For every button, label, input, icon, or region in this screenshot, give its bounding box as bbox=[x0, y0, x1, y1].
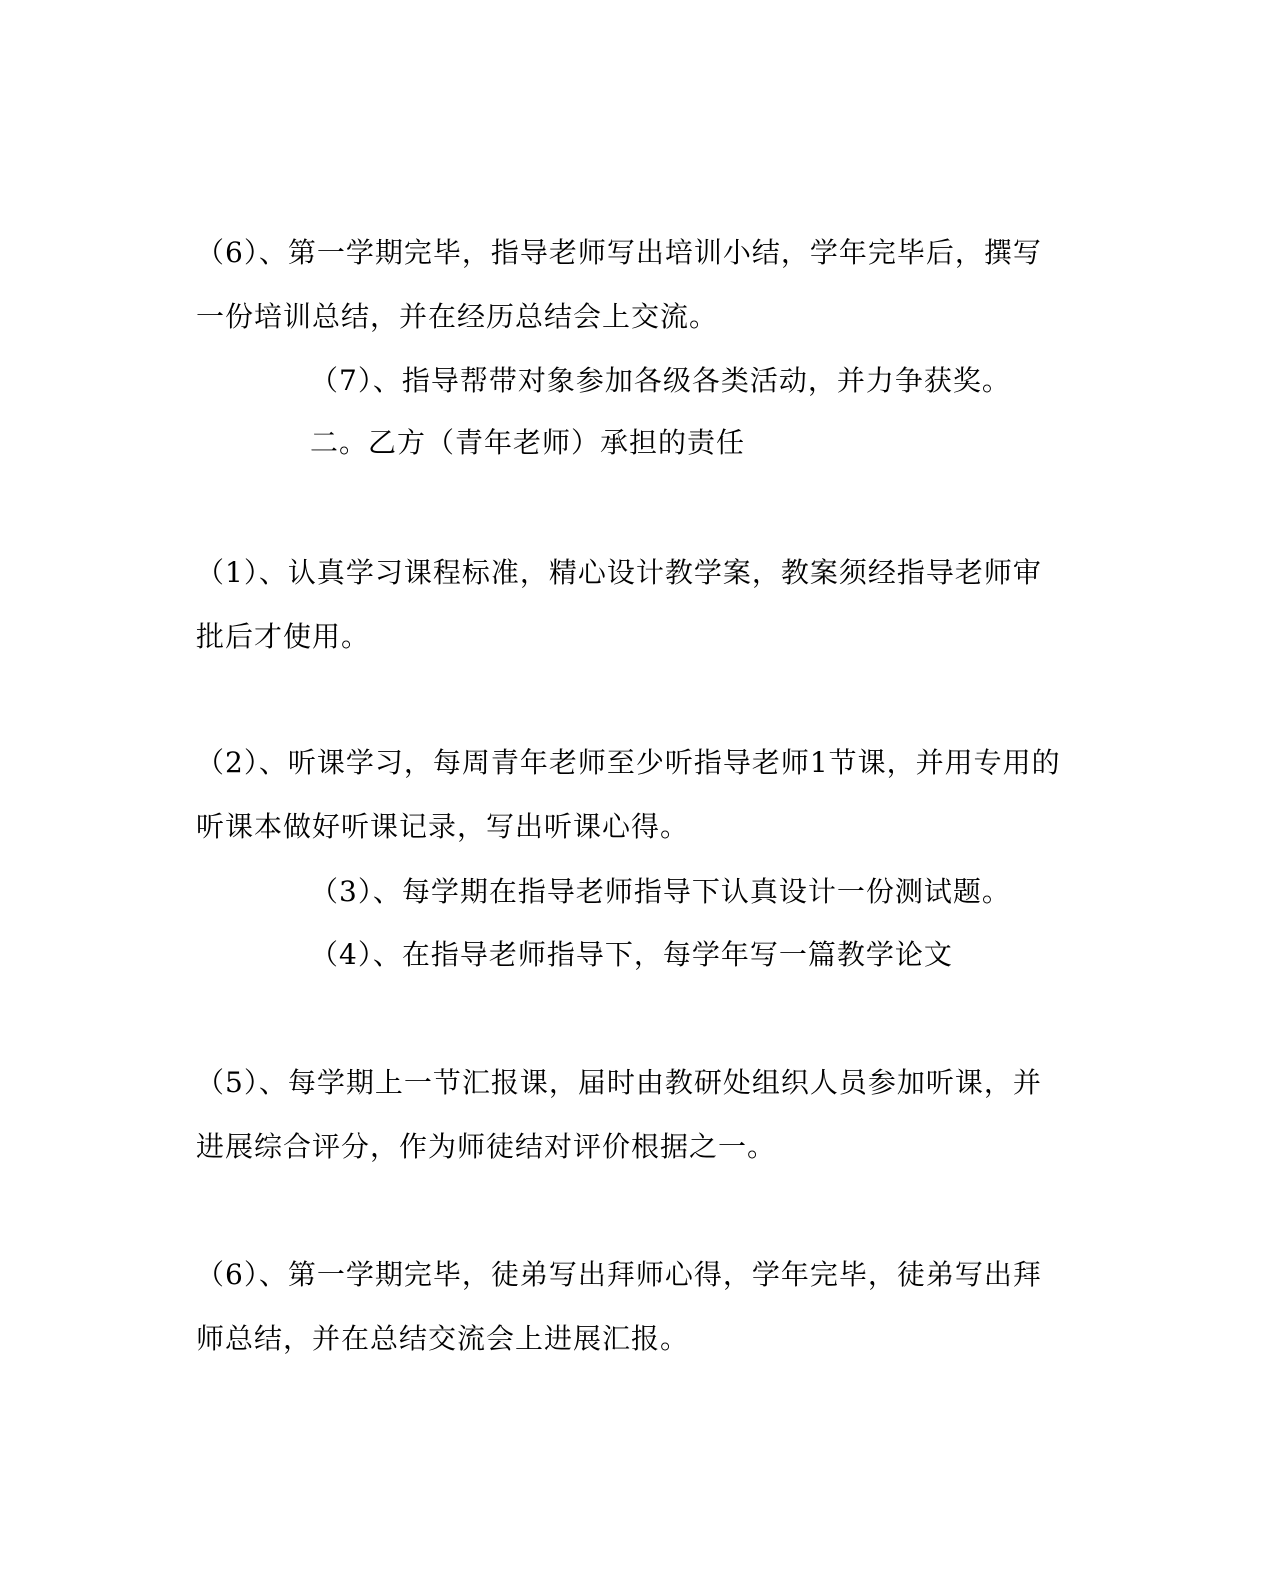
text-line: （2）、听课学习，每周青年老师至少听指导老师1节课，并用专用的 bbox=[196, 746, 1061, 779]
section-heading: 二。乙方（青年老师）承担的责任 bbox=[310, 426, 746, 459]
text-line: 师总结，并在总结交流会上进展汇报。 bbox=[196, 1322, 690, 1355]
text-line: （7）、指导帮带对象参加各级各类活动，并力争获奖。 bbox=[310, 364, 1011, 397]
text-line: （1）、认真学习课程标准，精心设计教学案，教案须经指导老师审 bbox=[196, 556, 1042, 589]
text-line: （3）、每学期在指导老师指导下认真设计一份测试题。 bbox=[310, 875, 1011, 908]
text-line: （4）、在指导老师指导下，每学年写一篇教学论文 bbox=[310, 938, 953, 971]
text-line: 一份培训总结，并在经历总结会上交流。 bbox=[196, 300, 719, 333]
text-line: （5）、每学期上一节汇报课，届时由教研处组织人员参加听课，并 bbox=[196, 1066, 1042, 1099]
text-line: （6）、第一学期完毕，徒弟写出拜师心得，学年完毕，徒弟写出拜 bbox=[196, 1258, 1042, 1291]
text-line: （6）、第一学期完毕，指导老师写出培训小结，学年完毕后，撰写 bbox=[196, 236, 1042, 269]
text-line: 听课本做好听课记录，写出听课心得。 bbox=[196, 810, 690, 843]
text-line: 批后才使用。 bbox=[196, 620, 371, 653]
text-line: 进展综合评分，作为师徒结对评价根据之一。 bbox=[196, 1130, 777, 1163]
